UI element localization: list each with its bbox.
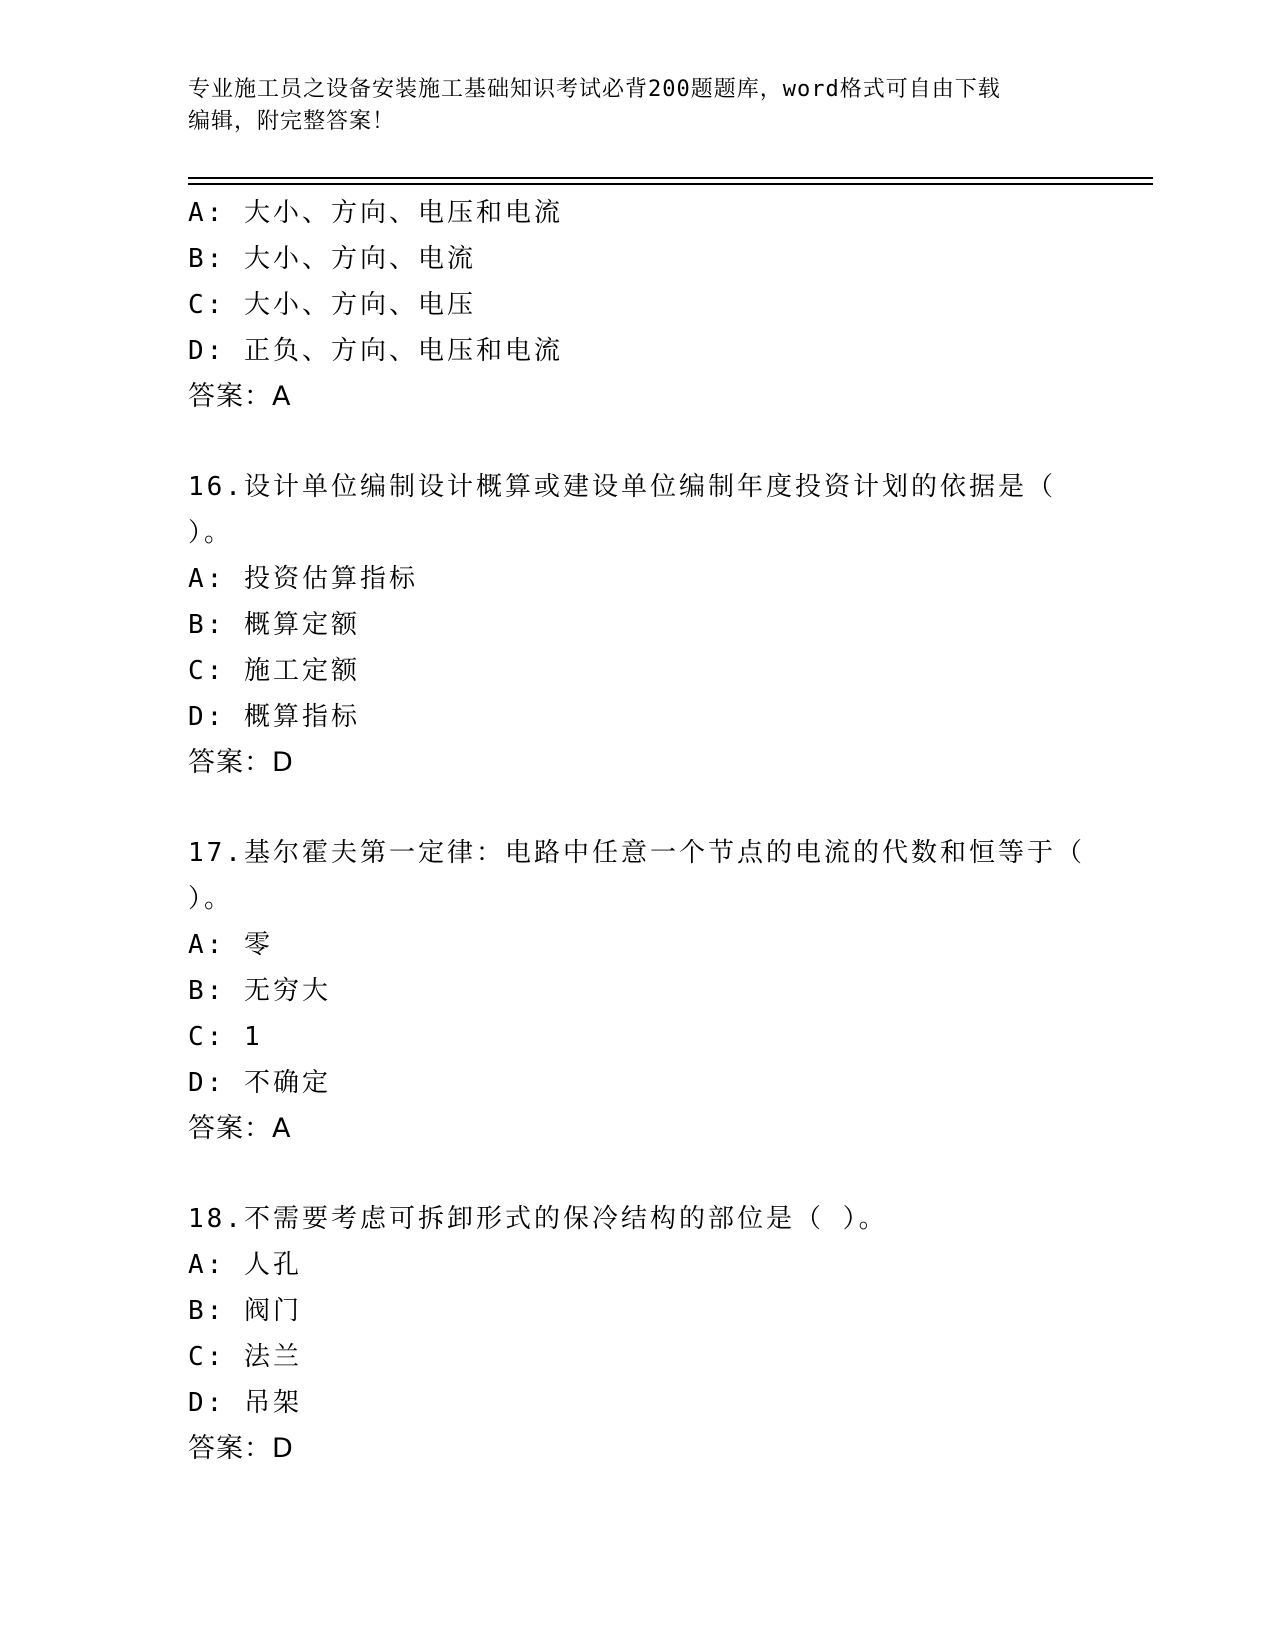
- option-d: D: 吊架: [188, 1388, 302, 1418]
- question-text-line-1: 18.不需要考虑可拆卸形式的保冷结构的部位是（ ）。: [188, 1204, 888, 1234]
- question-text-line-2: ）。: [188, 518, 234, 548]
- option-c: C: 施工定额: [188, 656, 360, 686]
- spacer: [188, 420, 1088, 464]
- option-b: B: 阀门: [188, 1296, 302, 1326]
- option-a: A: 人孔: [188, 1250, 302, 1280]
- option-b: B: 无穷大: [188, 976, 331, 1006]
- question-15: [188, 190, 1088, 420]
- option-b: B: 概算定额: [188, 610, 360, 640]
- document-header: [188, 74, 1068, 138]
- question-18: [188, 1196, 1088, 1472]
- question-16: [188, 464, 1088, 786]
- answer: 答案：A: [188, 381, 292, 412]
- spacer: [188, 1152, 1088, 1196]
- question-list: [188, 190, 1088, 1472]
- question-text-line-1: 17.基尔霍夫第一定律：电路中任意一个节点的电流的代数和恒等于（: [188, 838, 1085, 868]
- option-d: D: 正负、方向、电压和电流: [188, 336, 563, 366]
- question-17: [188, 830, 1088, 1152]
- option-d: D: 概算指标: [188, 702, 360, 732]
- spacer: [188, 786, 1088, 830]
- answer: 答案：D: [188, 747, 294, 778]
- option-c: C: 大小、方向、电压: [188, 290, 476, 320]
- option-a: A: 大小、方向、电压和电流: [188, 198, 563, 228]
- question-text-line-2: ）。: [188, 884, 234, 914]
- question-text-line-1: 16.设计单位编制设计概算或建设单位编制年度投资计划的依据是（: [188, 472, 1056, 502]
- answer: 答案：D: [188, 1433, 294, 1464]
- option-d: D: 不确定: [188, 1068, 331, 1098]
- option-c: C: 1: [188, 1022, 263, 1052]
- header-divider-top: [188, 177, 1153, 179]
- header-divider-bottom: [188, 183, 1153, 185]
- option-a: A: 投资估算指标: [188, 564, 418, 594]
- option-a: A: 零: [188, 930, 273, 960]
- header-title-line-2: 编辑，附完整答案！: [188, 109, 396, 134]
- option-b: B: 大小、方向、电流: [188, 244, 476, 274]
- option-c: C: 法兰: [188, 1342, 302, 1372]
- answer: 答案：A: [188, 1113, 292, 1144]
- header-title-line-1: 专业施工员之设备安装施工基础知识考试必背200题题库，word格式可自由下载: [188, 77, 1001, 102]
